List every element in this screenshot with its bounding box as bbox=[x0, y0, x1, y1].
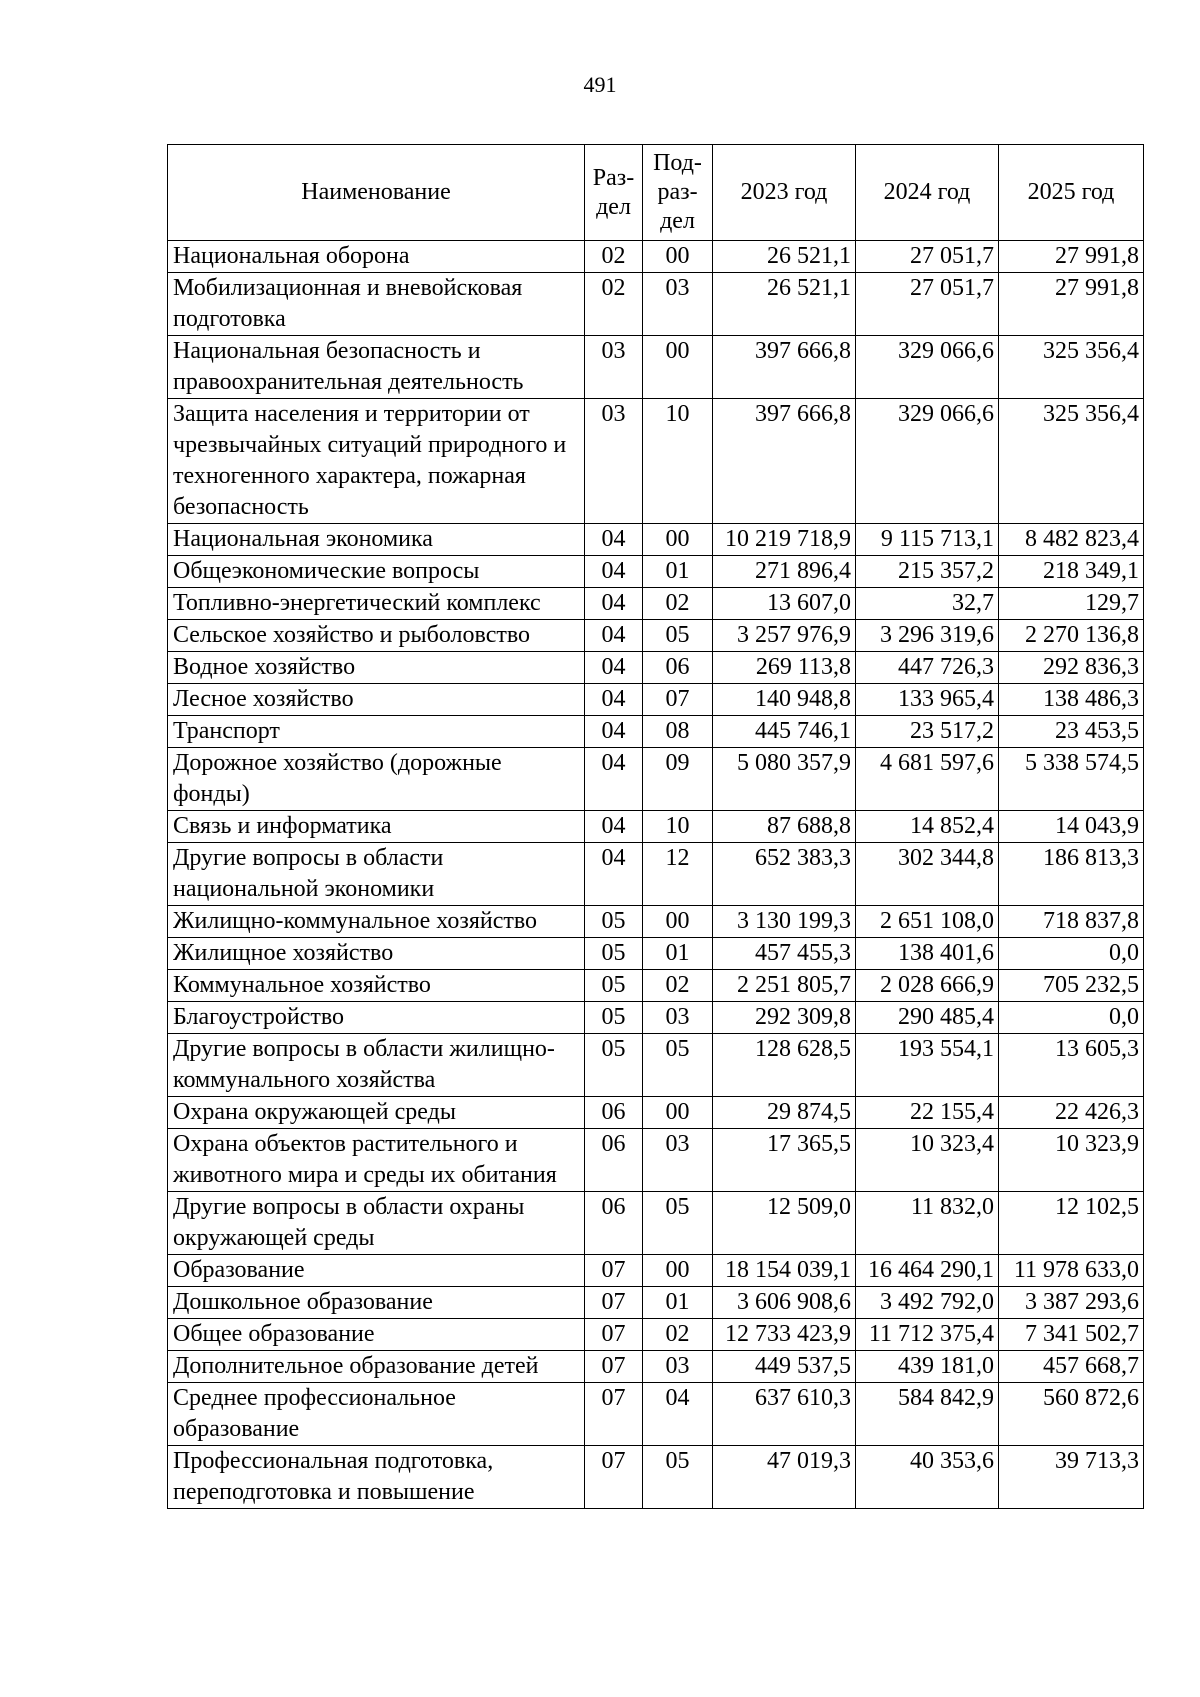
header-2024-label: 2024 год bbox=[883, 179, 971, 205]
table-row bbox=[168, 1097, 1144, 1129]
cell-2025: 457 668,7 bbox=[999, 1351, 1144, 1383]
cell-2025: 7 341 502,7 bbox=[999, 1319, 1144, 1351]
table-header-row bbox=[168, 145, 1144, 241]
cell-podrazdel: 01 bbox=[643, 938, 713, 970]
cell-razdel: 06 bbox=[585, 1097, 643, 1129]
cell-podrazdel: 00 bbox=[643, 524, 713, 556]
cell-2024: 133 965,4 bbox=[856, 684, 999, 716]
cell-podrazdel: 12 bbox=[643, 843, 713, 906]
table-row bbox=[168, 1034, 1144, 1097]
cell-name: Другие вопросы в области национальной экономики bbox=[168, 843, 585, 906]
cell-2024: 11 712 375,4 bbox=[856, 1319, 999, 1351]
cell-2023: 5 080 357,9 bbox=[713, 748, 856, 811]
cell-2024: 10 323,4 bbox=[856, 1129, 999, 1192]
cell-2025: 325 356,4 bbox=[999, 399, 1144, 524]
cell-2024: 193 554,1 bbox=[856, 1034, 999, 1097]
header-2025 bbox=[999, 145, 1144, 241]
cell-razdel: 03 bbox=[585, 336, 643, 399]
cell-2023: 47 019,3 bbox=[713, 1446, 856, 1509]
cell-2024: 14 852,4 bbox=[856, 811, 999, 843]
cell-2024: 9 115 713,1 bbox=[856, 524, 999, 556]
cell-name: Профессиональная подготовка, переподготовка и повышение bbox=[168, 1446, 585, 1509]
cell-razdel: 02 bbox=[585, 273, 643, 336]
table-row bbox=[168, 652, 1144, 684]
cell-name: Мобилизационная и вневойсковая подготовка bbox=[168, 273, 585, 336]
table-row bbox=[168, 1446, 1144, 1509]
cell-2024: 439 181,0 bbox=[856, 1351, 999, 1383]
cell-2025: 11 978 633,0 bbox=[999, 1255, 1144, 1287]
cell-name: Образование bbox=[168, 1255, 585, 1287]
cell-razdel: 04 bbox=[585, 684, 643, 716]
table-row bbox=[168, 1383, 1144, 1446]
table-row bbox=[168, 906, 1144, 938]
cell-podrazdel: 05 bbox=[643, 1034, 713, 1097]
cell-2024: 584 842,9 bbox=[856, 1383, 999, 1446]
cell-2024: 2 651 108,0 bbox=[856, 906, 999, 938]
cell-2025: 129,7 bbox=[999, 588, 1144, 620]
cell-razdel: 06 bbox=[585, 1129, 643, 1192]
cell-podrazdel: 03 bbox=[643, 273, 713, 336]
table-row bbox=[168, 556, 1144, 588]
cell-name: Лесное хозяйство bbox=[168, 684, 585, 716]
cell-razdel: 04 bbox=[585, 811, 643, 843]
cell-razdel: 02 bbox=[585, 241, 643, 273]
cell-2024: 302 344,8 bbox=[856, 843, 999, 906]
cell-2024: 329 066,6 bbox=[856, 336, 999, 399]
cell-2024: 2 028 666,9 bbox=[856, 970, 999, 1002]
cell-name: Транспорт bbox=[168, 716, 585, 748]
cell-razdel: 04 bbox=[585, 620, 643, 652]
cell-2023: 12 733 423,9 bbox=[713, 1319, 856, 1351]
cell-podrazdel: 10 bbox=[643, 811, 713, 843]
cell-podrazdel: 05 bbox=[643, 620, 713, 652]
cell-razdel: 04 bbox=[585, 748, 643, 811]
cell-2023: 12 509,0 bbox=[713, 1192, 856, 1255]
table-row bbox=[168, 336, 1144, 399]
cell-name: Топливно-энергетический комплекс bbox=[168, 588, 585, 620]
cell-razdel: 07 bbox=[585, 1383, 643, 1446]
cell-podrazdel: 01 bbox=[643, 1287, 713, 1319]
cell-name: Коммунальное хозяйство bbox=[168, 970, 585, 1002]
cell-2025: 22 426,3 bbox=[999, 1097, 1144, 1129]
cell-2025: 23 453,5 bbox=[999, 716, 1144, 748]
cell-podrazdel: 00 bbox=[643, 241, 713, 273]
cell-name: Другие вопросы в области жилищно-коммунального хозяйства bbox=[168, 1034, 585, 1097]
cell-2025: 2 270 136,8 bbox=[999, 620, 1144, 652]
cell-2024: 23 517,2 bbox=[856, 716, 999, 748]
cell-2024: 27 051,7 bbox=[856, 273, 999, 336]
table-row bbox=[168, 273, 1144, 336]
cell-podrazdel: 09 bbox=[643, 748, 713, 811]
table-row bbox=[168, 620, 1144, 652]
cell-name: Среднее профессиональное образование bbox=[168, 1383, 585, 1446]
cell-2025: 705 232,5 bbox=[999, 970, 1144, 1002]
cell-2025: 8 482 823,4 bbox=[999, 524, 1144, 556]
cell-podrazdel: 02 bbox=[643, 970, 713, 1002]
cell-2023: 397 666,8 bbox=[713, 336, 856, 399]
cell-2023: 140 948,8 bbox=[713, 684, 856, 716]
cell-razdel: 04 bbox=[585, 556, 643, 588]
cell-2023: 18 154 039,1 bbox=[713, 1255, 856, 1287]
cell-name: Жилищно-коммунальное хозяйство bbox=[168, 906, 585, 938]
cell-2025: 10 323,9 bbox=[999, 1129, 1144, 1192]
header-podrazdel-label: Под- раз- дел bbox=[653, 150, 702, 234]
cell-2024: 3 296 319,6 bbox=[856, 620, 999, 652]
cell-2025: 560 872,6 bbox=[999, 1383, 1144, 1446]
cell-razdel: 04 bbox=[585, 716, 643, 748]
cell-2025: 5 338 574,5 bbox=[999, 748, 1144, 811]
cell-podrazdel: 03 bbox=[643, 1129, 713, 1192]
cell-2023: 3 257 976,9 bbox=[713, 620, 856, 652]
table-row bbox=[168, 938, 1144, 970]
cell-name: Общее образование bbox=[168, 1319, 585, 1351]
header-razdel-label: Раз- дел bbox=[592, 164, 635, 220]
table-body bbox=[168, 241, 1144, 1509]
cell-2024: 4 681 597,6 bbox=[856, 748, 999, 811]
cell-razdel: 05 bbox=[585, 1034, 643, 1097]
cell-name: Охрана окружающей среды bbox=[168, 1097, 585, 1129]
cell-2023: 3 130 199,3 bbox=[713, 906, 856, 938]
table-row bbox=[168, 1351, 1144, 1383]
cell-2025: 27 991,8 bbox=[999, 273, 1144, 336]
cell-2023: 652 383,3 bbox=[713, 843, 856, 906]
table-row bbox=[168, 588, 1144, 620]
cell-razdel: 07 bbox=[585, 1351, 643, 1383]
table-row bbox=[168, 716, 1144, 748]
cell-2025: 218 349,1 bbox=[999, 556, 1144, 588]
cell-2023: 271 896,4 bbox=[713, 556, 856, 588]
cell-podrazdel: 02 bbox=[643, 1319, 713, 1351]
cell-2025: 13 605,3 bbox=[999, 1034, 1144, 1097]
cell-name: Национальная оборона bbox=[168, 241, 585, 273]
cell-podrazdel: 00 bbox=[643, 1097, 713, 1129]
cell-razdel: 05 bbox=[585, 1002, 643, 1034]
cell-podrazdel: 03 bbox=[643, 1351, 713, 1383]
cell-2024: 138 401,6 bbox=[856, 938, 999, 970]
cell-razdel: 04 bbox=[585, 652, 643, 684]
cell-podrazdel: 00 bbox=[643, 906, 713, 938]
table-row bbox=[168, 1255, 1144, 1287]
budget-table bbox=[167, 144, 1144, 1509]
cell-2025: 0,0 bbox=[999, 1002, 1144, 1034]
table-row bbox=[168, 1319, 1144, 1351]
cell-2023: 397 666,8 bbox=[713, 399, 856, 524]
cell-2025: 0,0 bbox=[999, 938, 1144, 970]
cell-2024: 3 492 792,0 bbox=[856, 1287, 999, 1319]
cell-2025: 27 991,8 bbox=[999, 241, 1144, 273]
cell-2024: 22 155,4 bbox=[856, 1097, 999, 1129]
cell-podrazdel: 10 bbox=[643, 399, 713, 524]
table-row bbox=[168, 524, 1144, 556]
cell-name: Дополнительное образование детей bbox=[168, 1351, 585, 1383]
cell-name: Дошкольное образование bbox=[168, 1287, 585, 1319]
cell-2024: 11 832,0 bbox=[856, 1192, 999, 1255]
cell-razdel: 05 bbox=[585, 938, 643, 970]
cell-name: Другие вопросы в области охраны окружающей среды bbox=[168, 1192, 585, 1255]
cell-2024: 215 357,2 bbox=[856, 556, 999, 588]
cell-razdel: 04 bbox=[585, 588, 643, 620]
cell-name: Сельское хозяйство и рыболовство bbox=[168, 620, 585, 652]
cell-2023: 26 521,1 bbox=[713, 241, 856, 273]
header-name bbox=[168, 145, 585, 241]
cell-2023: 10 219 718,9 bbox=[713, 524, 856, 556]
cell-2023: 2 251 805,7 bbox=[713, 970, 856, 1002]
cell-2023: 29 874,5 bbox=[713, 1097, 856, 1129]
cell-2025: 14 043,9 bbox=[999, 811, 1144, 843]
table-row bbox=[168, 1287, 1144, 1319]
cell-name: Охрана объектов растительного и животного мира и среды их обитания bbox=[168, 1129, 585, 1192]
cell-2023: 128 628,5 bbox=[713, 1034, 856, 1097]
cell-2025: 292 836,3 bbox=[999, 652, 1144, 684]
table-row bbox=[168, 748, 1144, 811]
cell-2025: 718 837,8 bbox=[999, 906, 1144, 938]
cell-podrazdel: 05 bbox=[643, 1446, 713, 1509]
table-row bbox=[168, 399, 1144, 524]
table-row bbox=[168, 241, 1144, 273]
cell-2024: 16 464 290,1 bbox=[856, 1255, 999, 1287]
cell-razdel: 04 bbox=[585, 843, 643, 906]
cell-podrazdel: 04 bbox=[643, 1383, 713, 1446]
cell-name: Водное хозяйство bbox=[168, 652, 585, 684]
header-2023 bbox=[713, 145, 856, 241]
cell-2023: 87 688,8 bbox=[713, 811, 856, 843]
cell-2025: 325 356,4 bbox=[999, 336, 1144, 399]
cell-2024: 32,7 bbox=[856, 588, 999, 620]
cell-2023: 449 537,5 bbox=[713, 1351, 856, 1383]
cell-podrazdel: 06 bbox=[643, 652, 713, 684]
header-2025-label: 2025 год bbox=[1027, 179, 1115, 205]
table-row bbox=[168, 684, 1144, 716]
cell-2025: 12 102,5 bbox=[999, 1192, 1144, 1255]
cell-razdel: 03 bbox=[585, 399, 643, 524]
cell-2025: 186 813,3 bbox=[999, 843, 1144, 906]
cell-2023: 269 113,8 bbox=[713, 652, 856, 684]
cell-2023: 445 746,1 bbox=[713, 716, 856, 748]
cell-podrazdel: 03 bbox=[643, 1002, 713, 1034]
cell-2024: 40 353,6 bbox=[856, 1446, 999, 1509]
page-number: 491 bbox=[583, 72, 617, 97]
cell-podrazdel: 07 bbox=[643, 684, 713, 716]
header-2024 bbox=[856, 145, 999, 241]
header-podrazdel bbox=[643, 145, 713, 241]
header-2023-label: 2023 год bbox=[740, 179, 828, 205]
cell-podrazdel: 02 bbox=[643, 588, 713, 620]
cell-razdel: 06 bbox=[585, 1192, 643, 1255]
table-row bbox=[168, 970, 1144, 1002]
header-razdel bbox=[585, 145, 643, 241]
cell-name: Связь и информатика bbox=[168, 811, 585, 843]
table-row bbox=[168, 1192, 1144, 1255]
cell-podrazdel: 08 bbox=[643, 716, 713, 748]
cell-2025: 3 387 293,6 bbox=[999, 1287, 1144, 1319]
cell-2024: 290 485,4 bbox=[856, 1002, 999, 1034]
table-row bbox=[168, 811, 1144, 843]
cell-2023: 26 521,1 bbox=[713, 273, 856, 336]
cell-razdel: 04 bbox=[585, 524, 643, 556]
header-name-label: Наименование bbox=[301, 179, 451, 205]
cell-name: Национальная безопасность и правоохранительная деятельность bbox=[168, 336, 585, 399]
table-row bbox=[168, 1002, 1144, 1034]
cell-name: Благоустройство bbox=[168, 1002, 585, 1034]
cell-podrazdel: 00 bbox=[643, 1255, 713, 1287]
cell-podrazdel: 00 bbox=[643, 336, 713, 399]
cell-name: Общеэкономические вопросы bbox=[168, 556, 585, 588]
cell-razdel: 05 bbox=[585, 970, 643, 1002]
cell-name: Национальная экономика bbox=[168, 524, 585, 556]
cell-podrazdel: 05 bbox=[643, 1192, 713, 1255]
cell-2023: 637 610,3 bbox=[713, 1383, 856, 1446]
cell-2024: 27 051,7 bbox=[856, 241, 999, 273]
cell-2023: 292 309,8 bbox=[713, 1002, 856, 1034]
cell-2023: 13 607,0 bbox=[713, 588, 856, 620]
table-row bbox=[168, 843, 1144, 906]
cell-2024: 447 726,3 bbox=[856, 652, 999, 684]
cell-razdel: 07 bbox=[585, 1446, 643, 1509]
cell-2023: 3 606 908,6 bbox=[713, 1287, 856, 1319]
cell-2025: 138 486,3 bbox=[999, 684, 1144, 716]
cell-2025: 39 713,3 bbox=[999, 1446, 1144, 1509]
cell-razdel: 07 bbox=[585, 1287, 643, 1319]
cell-razdel: 05 bbox=[585, 906, 643, 938]
cell-2024: 329 066,6 bbox=[856, 399, 999, 524]
cell-podrazdel: 01 bbox=[643, 556, 713, 588]
cell-2023: 457 455,3 bbox=[713, 938, 856, 970]
table-row bbox=[168, 1129, 1144, 1192]
cell-razdel: 07 bbox=[585, 1319, 643, 1351]
cell-name: Дорожное хозяйство (дорожные фонды) bbox=[168, 748, 585, 811]
cell-2023: 17 365,5 bbox=[713, 1129, 856, 1192]
cell-name: Защита населения и территории от чрезвычайных ситуаций природного и техногенного характера, пожарная безопасность bbox=[168, 399, 585, 524]
cell-name: Жилищное хозяйство bbox=[168, 938, 585, 970]
cell-razdel: 07 bbox=[585, 1255, 643, 1287]
